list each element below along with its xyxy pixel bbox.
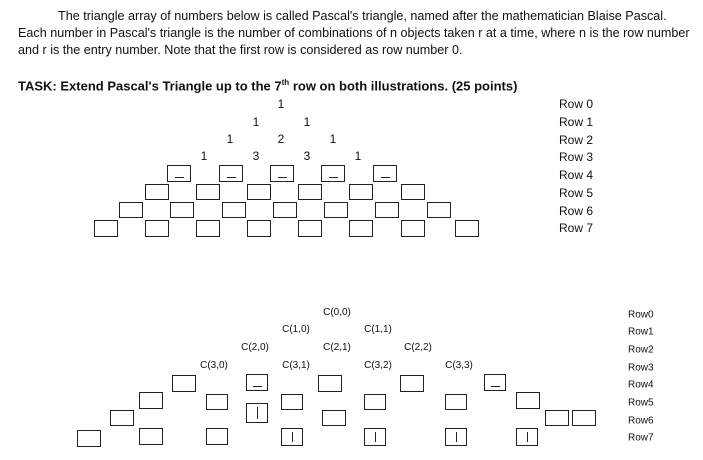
t1-value: 1 (277, 97, 285, 111)
t1-row-label: Row 0 (559, 97, 594, 111)
t2-row-label: Row4 (628, 379, 654, 391)
t2-combination: C(3,2) (364, 360, 392, 371)
t2-answer-box[interactable] (246, 374, 268, 391)
task-heading (18, 78, 698, 93)
t1-value: 2 (277, 132, 285, 146)
t1-answer-box[interactable] (119, 202, 143, 218)
t1-answer-box[interactable] (373, 165, 397, 182)
t1-answer-box[interactable] (222, 202, 246, 218)
t1-answer-box[interactable] (247, 184, 271, 200)
t1-answer-box[interactable] (401, 220, 425, 237)
t2-answer-box[interactable] (572, 410, 596, 426)
t2-row-label: Row2 (628, 344, 654, 356)
t1-row-label: Row 3 (559, 150, 594, 164)
t2-combination: C(1,1) (364, 324, 392, 335)
t2-combination: C(1,0) (282, 324, 310, 335)
instructions-paragraph (18, 8, 698, 59)
t2-answer-box[interactable] (281, 428, 303, 446)
t2-row-label: Row7 (628, 432, 654, 444)
t1-value: 3 (303, 149, 311, 163)
t2-answer-box[interactable] (516, 392, 540, 409)
t1-answer-box[interactable] (196, 220, 220, 237)
t2-combination: C(2,1) (323, 342, 351, 353)
t1-row-label: Row 2 (559, 133, 594, 147)
t2-answer-box[interactable] (400, 375, 424, 392)
t1-value: 1 (200, 149, 208, 163)
t2-answer-box[interactable] (246, 403, 268, 423)
t2-combination: C(2,2) (404, 342, 432, 353)
t2-answer-box[interactable] (206, 394, 228, 410)
t1-answer-box[interactable] (219, 165, 243, 182)
t1-row-label: Row 4 (559, 168, 594, 182)
t1-answer-box[interactable] (298, 220, 322, 237)
t1-answer-box[interactable] (321, 165, 345, 182)
t2-answer-box[interactable] (322, 410, 346, 426)
t2-answer-box[interactable] (484, 374, 506, 391)
t2-answer-box[interactable] (110, 410, 134, 426)
t1-answer-box[interactable] (324, 202, 348, 218)
t2-answer-box[interactable] (139, 428, 163, 445)
t1-row-label: Row 5 (559, 186, 594, 200)
t1-answer-box[interactable] (401, 184, 425, 200)
t1-answer-box[interactable] (298, 184, 322, 200)
t1-answer-box[interactable] (196, 184, 220, 200)
t1-value: 3 (252, 149, 260, 163)
t1-answer-box[interactable] (273, 202, 297, 218)
t1-value: 1 (226, 132, 234, 146)
t1-value: 1 (303, 115, 311, 129)
task-superscript: th (281, 78, 290, 87)
t1-answer-box[interactable] (170, 202, 194, 218)
t2-answer-box[interactable] (318, 375, 342, 392)
t2-row-label: Row1 (628, 326, 654, 338)
t2-combination: C(3,3) (445, 360, 473, 371)
t1-answer-box[interactable] (427, 202, 451, 218)
instructions-text: The triangle array of numbers below is called Pascal's triangle, named after the mathematician Blaise Pascal. Each number in Pascal's triangle is the number of combinations of n objects taken r at a time, where n is the row number and r is the entry number. Note that the first row is considered as row number 0. (18, 9, 690, 57)
t2-answer-box[interactable] (364, 428, 386, 446)
t2-row-label: Row6 (628, 415, 654, 427)
t1-value: 1 (354, 149, 362, 163)
t2-answer-box[interactable] (445, 428, 467, 446)
t2-answer-box[interactable] (364, 394, 386, 410)
t2-row-label: Row3 (628, 362, 654, 374)
t1-answer-box[interactable] (94, 220, 118, 237)
t2-combination: C(3,0) (200, 360, 228, 371)
t2-answer-box[interactable] (77, 430, 101, 447)
t1-row-label: Row 6 (559, 204, 594, 218)
t1-answer-box[interactable] (167, 165, 191, 182)
t2-combination: C(0,0) (323, 307, 351, 318)
t1-answer-box[interactable] (375, 202, 399, 218)
t2-answer-box[interactable] (139, 392, 163, 409)
t1-answer-box[interactable] (349, 184, 373, 200)
t1-answer-box[interactable] (247, 220, 271, 237)
t2-answer-box[interactable] (545, 410, 569, 426)
t2-row-label: Row0 (628, 309, 654, 321)
t2-row-label: Row5 (628, 397, 654, 409)
t2-answer-box[interactable] (172, 375, 196, 392)
t1-answer-box[interactable] (270, 165, 294, 182)
t1-row-label: Row 1 (559, 115, 594, 129)
t2-answer-box[interactable] (516, 428, 538, 446)
t2-combination: C(3,1) (282, 360, 310, 371)
t1-value: 1 (252, 115, 260, 129)
task-prefix: TASK: Extend Pascal's Triangle up to the 7 (18, 78, 282, 94)
t1-answer-box[interactable] (349, 220, 373, 237)
t2-answer-box[interactable] (281, 394, 303, 410)
t1-answer-box[interactable] (145, 184, 169, 200)
t1-answer-box[interactable] (455, 220, 479, 237)
t2-answer-box[interactable] (445, 394, 467, 410)
t1-row-label: Row 7 (559, 221, 594, 235)
t1-value: 1 (329, 132, 337, 146)
t2-combination: C(2,0) (241, 342, 269, 353)
t2-answer-box[interactable] (206, 428, 228, 445)
task-suffix: row on both illustrations. (25 points) (289, 78, 518, 94)
t1-answer-box[interactable] (145, 220, 169, 237)
